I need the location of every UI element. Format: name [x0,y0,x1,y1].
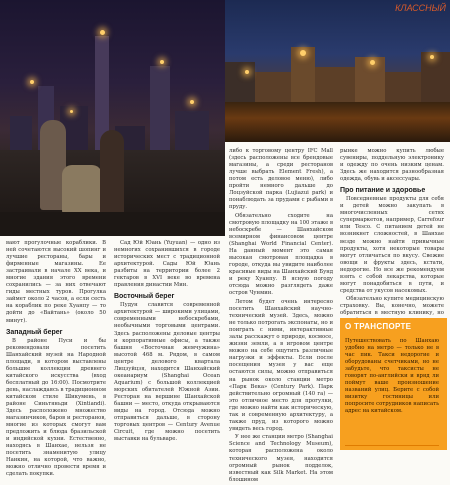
column-4 [340,148,444,326]
photo-shanghai-skyline-family [0,0,225,236]
paragraph: Обязательно купите медицинскую страховку. Вы, конечно, можете обратиться в местную клинику, но [340,296,444,317]
paragraph: вают прогулочные кораблики. В ней сочетаются высокий шопинг и лучшие рестораны, бары и фирменные магазины. Ее застраивали в начале XX века, и многие здания этого времени сохранились — за них отвечают гиды местных туров. Прогулка займет около 2 часов, а если сесть на кораблик по реке Хуанпу — то дойти до «Вайтань» (около 50 минут). [6,240,106,324]
paragraph: либо к торговому центру IFC Mall (здесь расположены все брендовые магазины, а среди ресторанов лучше выбрать Element Fresh), а потом есть деловое меню), либо пройти немного дальше до Лоцзуйской парка (Lujiazui park) и понаблюдать за прудами с рыбами в пруду. [229,148,333,211]
sidebar-body: Путешествовать по Шанхаю удобно на метро — только не в час пик. Такси недорогие и оборудованы счетчиками, но не забудьте, что таксисты не говорят по-английски и вряд ли поймут ваше произношение названий улиц. Берите с собой визитку гостиницы или попросите сотрудников написать адрес на китайском. [345,338,439,414]
heading-food-health: Про питание и здоровье [340,187,426,195]
heading-east-bank: Восточный берег [114,293,175,301]
sidebar-transport [340,318,447,450]
paragraph: Летом будет очень интересно посетить Шанхайский научно-технический музей. Здесь, можно не только потрогать экспонаты, но и поиграть с ними, интерактивные залы расскажут о природе, космосе, жизни земли, а в игровом центре можно на себе ощутить различные нагрузки и эффекты. Если после посещения музея у вас еще остаются силы, можно отправиться на рынок около станции метро «Парк Века» (Century Park). Парк действительно огромный (140 га) — это отличное место для прогулки, где можно найти как историческую, так и современную архитектуру, а также пруд, из которого можно увидеть весь город. [229,298,333,432]
paragraph: Повседневные продукты для себя и детей можно закупать в многочисленных сетях супермаркетов, например, Carrefour или Tesco. С питанием детей не возникнет сложностей, в Шанхае везде можно найти привычные продукты, хотя некоторые товары могут отличаться по вкусу. Свежие овощи и фрукты здесь, кстати, недорогие. Но все же рекомендуем взять с собой лекарства, которые могут понадобиться в пути, и средства от укусов насекомых. [340,196,444,294]
column-1 [6,240,106,480]
sidebar-rule [345,445,439,446]
paragraph: В районе Пуси и бы рекомендовали посетить Шанхайский музей на Народной площади, в котором выставлены большие коллекции древнего китайского искусства (вход бесплатный до 16:00). Посмотрите день, наслаждаясь в традиционном китайском стиле Шикумень, в районе Синьтяньди (Xintiandi). Здесь расположено множество магазинчиков, баров и ресторанов, многие из которых смогут вам предложить и блюда бразильской и индийской кухни. Естественно, находясь в Шанхае, нельзя не посетить знаменитую улицу Нанкин, на которой, что важно, можно отлично провести время и сделать покупки. [6,337,106,478]
column-3 [229,148,333,485]
paragraph: У нее же станции метро (Shanghai Science and Technology Museum), которая расположена около технического музея, находится огромный рынок подделок, известный как Silk Market. На этом блошином [229,434,333,483]
heading-west-bank: Западный берег [6,328,63,336]
paragraph: Сад Юй Юань (Yuyuan) — одно из немногих сохранившихся в городе исторических мест с традиционной архитектурой. Сады Юй Юань разбиты на территории более 2 гектаров в XVI веке во времена правления династии Мин. [114,240,220,289]
photo-bund-night [225,0,450,142]
column-2 [114,240,220,445]
paragraph: Обязательно сходите на смотровую площадку на 100 этаже в небоскребе — Шанхайском всемирном финансовом центре (Shanghai World Financial Center). На данный момент это самая высокая смотровая площадка в городе, откуда вы увидите наиболее красивые виды на Шанхайский Бунд и реку Хуанпу. В ясную погоду отсюда можно разглядеть даже остров Чунмин. [229,212,333,297]
paragraph: Пудун славится современной архитектурой — широкими улицами, современными небоскребами, необычными торговыми центрами. Здесь расположены деловые центры и корпоративные офисы, а также башня «Восточная жемчужина» высотой 468 м. Рядом, в самом центре делового квартала Лицзуйцзя, находится Шанхайский океанариум (Shanghai Ocean Aquarium) с большой коллекцией морских обитателей Южной Азии. Ресторан на вершине Шанхайской башни — место, откуда открываются виды на город. Отсюда можно отправиться дальше, в сторону торговых центров — Century Avenue Circuit, где можно посетить выставки на бульваре. [114,302,220,443]
section-tag: КЛАССНЫЙ [395,3,446,13]
sidebar-heading: О ТРАНСПОРТЕ [345,322,412,331]
paragraph: рынке можно купить любые сувениры, поддельную электронику и одежду по очень низким ценам. Здесь же находится разнообразная одежда, обувь и аксессуары. [340,148,444,183]
